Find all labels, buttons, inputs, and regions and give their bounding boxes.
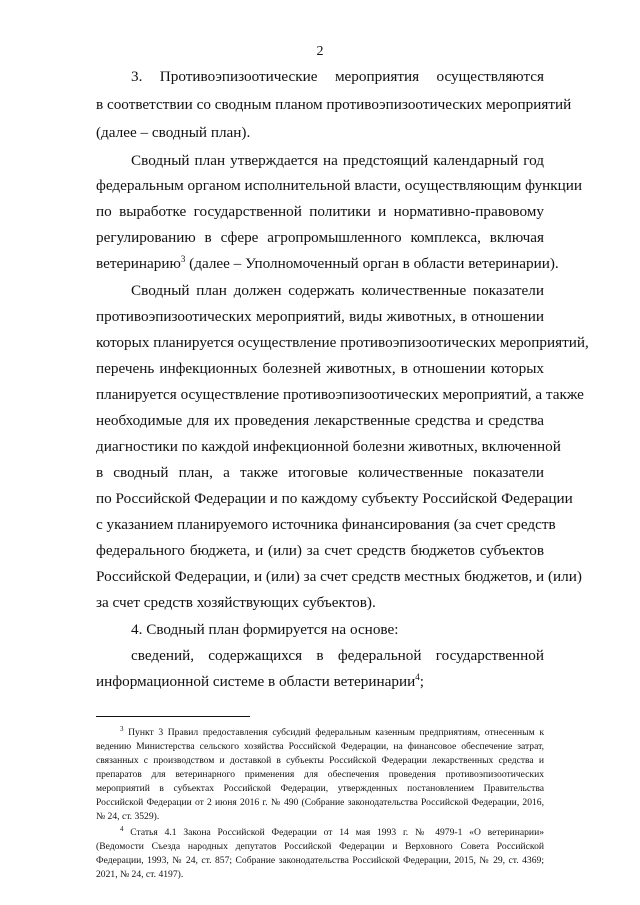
paragraph-4-line: сведений, содержащихся в федеральной государственной bbox=[131, 647, 544, 664]
footnote-4-line: (Ведомости Съезда народных депутатов Российской Федерации и Верховного Совета Российской bbox=[96, 841, 544, 852]
footnote-3-line: Российской Федерации от 2 июня 2016 г. № 490 (Собрание законодательства Российской Федерации, 2016, bbox=[96, 797, 544, 808]
paragraph-plan-approval-line: федеральным органом исполнительной власти, осуществляющим функции bbox=[96, 177, 583, 194]
paragraph-plan-content-line: по Российской Федерации и по каждому субъекту Российской Федерации bbox=[96, 490, 573, 507]
paragraph-plan-content-line: федерального бюджета, и (или) за счет средств бюджетов субъектов bbox=[96, 542, 544, 559]
text-fragment: Статья 4.1 Закона Российской Федерации от 14 мая 1993 г. № 4979-1 «О ветеринарии» bbox=[130, 827, 544, 838]
footnote-4-line: Федерации, 1993, № 24, ст. 857; Собрание законодательства Российской Федерации, 2015, № 29, ст. 4369; bbox=[96, 855, 544, 866]
footnote-3-line: связанных с производством и доставкой в субъекты Российской Федерации лекарственных средства и bbox=[96, 755, 544, 766]
footnote-3-line: № 24, ст. 3529). bbox=[96, 811, 160, 822]
text-fragment: (далее – Уполномоченный орган в области ветеринарии). bbox=[189, 255, 559, 272]
paragraph-plan-content-line: Российской Федерации, и (или) за счет средств местных бюджетов, и (или) bbox=[96, 568, 582, 585]
paragraph-plan-approval-line: по выработке государственной политики и нормативно-правовому bbox=[96, 203, 544, 220]
paragraph-plan-content-line: необходимые для их проведения лекарственные средства и средства bbox=[96, 412, 544, 429]
footnote-ref-3: 3 bbox=[180, 254, 186, 264]
paragraph-plan-content-line: противоэпизоотических мероприятий, виды животных, в отношении bbox=[96, 308, 544, 325]
paragraph-plan-approval-line bbox=[96, 253, 559, 275]
paragraph-plan-content-line: с указанием планируемого источника финансирования (за счет средств bbox=[96, 516, 556, 533]
paragraph-plan-content-line: Сводный план должен содержать количественные показатели bbox=[131, 282, 544, 299]
paragraph-plan-content-line: диагностики по каждой инфекционной болезни животных, включенной bbox=[96, 438, 561, 455]
paragraph-plan-approval-line: Сводный план утверждается на предстоящий календарный год bbox=[131, 152, 544, 169]
paragraph-4-line bbox=[96, 671, 544, 693]
paragraph-plan-content-line: которых планируется осуществление противоэпизоотических мероприятий, bbox=[96, 334, 589, 351]
page-number: 2 bbox=[316, 44, 324, 59]
paragraph-plan-content-line: за счет средств хозяйствующих субъектов). bbox=[96, 594, 376, 611]
paragraph-3-line: 3. Противоэпизоотические мероприятия осуществляются bbox=[131, 68, 544, 85]
paragraph-3-line: (далее – сводный план). bbox=[96, 124, 251, 141]
footnote-4-line bbox=[120, 826, 544, 840]
footnote-ref-4: 4 bbox=[415, 672, 420, 682]
footnote-3-line bbox=[120, 726, 544, 740]
footnote-3-line: ведению Министерства сельского хозяйства Российской Федерации, на финансовое обеспечение затрат, bbox=[96, 741, 544, 752]
text-fragment: ветеринарию bbox=[96, 255, 181, 272]
footnote-3-line: препаратов для ветеринарного применения для обеспечения проведения противоэпизоотических bbox=[96, 769, 544, 780]
footnote-3-line: мероприятий в субъектах Российской Федерации, утвержденных постановлением Правительства bbox=[96, 783, 544, 794]
footnote-mark-4: 4 bbox=[120, 825, 124, 833]
paragraph-4-line: 4. Сводный план формируется на основе: bbox=[131, 621, 399, 638]
footnote-separator bbox=[96, 716, 250, 717]
paragraph-3-line: в соответствии со сводным планом противоэпизоотических мероприятий bbox=[96, 96, 572, 113]
paragraph-plan-approval-line: регулированию в сфере агропромышленного комплекса, включая bbox=[96, 229, 544, 246]
paragraph-plan-content-line: в сводный план, а также итоговые количественные показатели bbox=[96, 464, 544, 481]
text-fragment: Пункт 3 Правил предоставления субсидий федеральным казенным предприятиям, отнесенным к bbox=[128, 727, 544, 738]
paragraph-plan-content-line: перечень инфекционных болезней животных, в отношении которых bbox=[96, 360, 544, 377]
footnote-mark-3: 3 bbox=[120, 725, 124, 733]
footnote-4-line: 2021, № 24, ст. 4197). bbox=[96, 869, 184, 880]
text-fragment: ; bbox=[419, 673, 424, 690]
paragraph-plan-content-line: планируется осуществление противоэпизоотических мероприятий, а также bbox=[96, 386, 584, 403]
text-fragment: информационной системе в области ветеринарии bbox=[96, 673, 416, 690]
